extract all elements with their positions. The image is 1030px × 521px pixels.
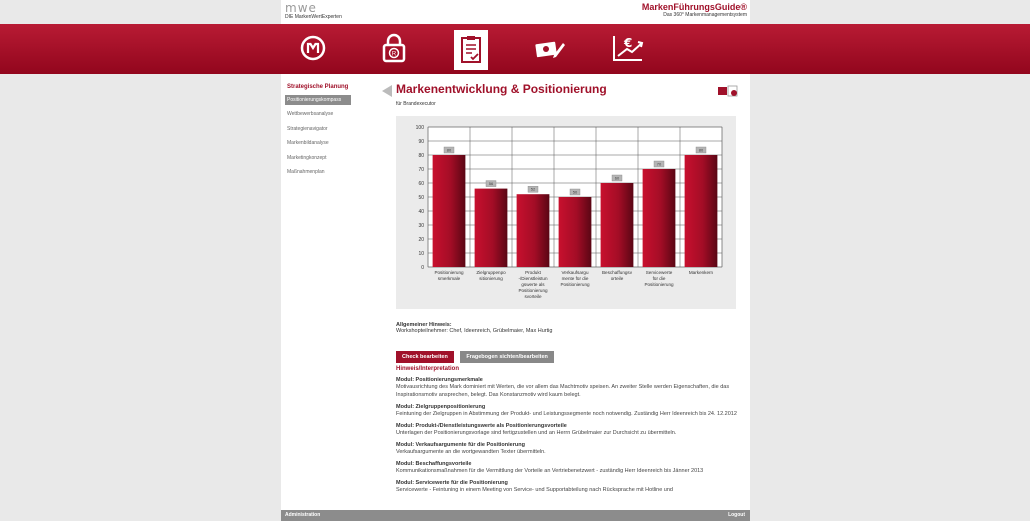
module-title: Modul: Positionierungsmerkmale [396, 377, 483, 383]
y-tick-label: 40 [418, 209, 424, 215]
module-text: Motivausrichtung des Mark dominiert mit Werten, die vor allem das Machtmotiv speisen. An zweiter Stelle werden Eigenschaften, die das Inspirationsmotiv ansprechen, belegt. Das Konstanzmotiv wird kaum belegt. [396, 384, 730, 398]
bar [475, 189, 508, 267]
main-nav [0, 24, 1030, 74]
administration-link[interactable]: Administration [285, 512, 321, 518]
sidebar-item-strategienavigator[interactable]: Strategienavigator [287, 125, 328, 132]
y-tick-label: 100 [415, 125, 424, 131]
x-tick-label: Positionierung [434, 270, 464, 275]
module-title: Modul: Beschaffungsvorteile [396, 461, 472, 467]
module-text: Feintuning der Zielgruppen in Abstimmung der Produkt- und Leistungssegmente noch notwendig. Zuständig Herr Ideenreich bis 24. 12.2012 [396, 411, 737, 417]
page-subtitle: für Brandexecutor [396, 101, 436, 107]
x-tick-label: gswerte als [521, 282, 545, 287]
footer-bar [281, 510, 750, 521]
sidebar-item-positionierungskompass[interactable]: Positionierungskompass [285, 95, 351, 105]
module-entry [396, 423, 741, 437]
module-text: Servicewerte - Feintuning in einem Meeting von Service- und Supportabteilung nach Rücksprache mit Hotline und [396, 487, 673, 493]
y-tick-label: 10 [418, 251, 424, 257]
y-tick-label: 20 [418, 237, 424, 243]
pdf-export-icon[interactable] [718, 84, 740, 102]
questionnaire-edit-button[interactable]: Fragebogen sichten/bearbeiten [460, 351, 554, 363]
hint-title: Allgemeiner Hinweis: [396, 322, 452, 328]
x-tick-label: Verkaufsargu [561, 270, 589, 275]
module-text: Verkaufsargumente an die wortgewandten Texter übermitteln. [396, 449, 546, 455]
x-tick-label: Servicewerte [645, 270, 673, 275]
sidebar [281, 74, 361, 182]
bar [601, 183, 634, 267]
action-buttons [396, 345, 556, 363]
hint-text: Workshopteilnehmer: Chef, Ideenreich, Grübelmaier, Max Hurtig [396, 328, 553, 334]
y-tick-label: 80 [418, 153, 424, 159]
x-tick-label: Positionierung [518, 288, 548, 293]
bar [433, 155, 466, 267]
module-title: Modul: Verkaufsargumente für die Positionierung [396, 442, 525, 448]
svg-text:€: € [624, 36, 633, 50]
bar [643, 169, 676, 267]
logout-link[interactable]: Logout [728, 512, 745, 518]
module-entry [396, 480, 741, 494]
euro-growth-chart-icon[interactable] [611, 31, 645, 65]
bar-data-label: 80 [698, 147, 704, 153]
module-title: Modul: Servicewerte für die Positionierung [396, 480, 508, 486]
svg-text:R: R [391, 51, 397, 58]
header [281, 0, 750, 24]
x-tick-label: Zielgruppenpo [476, 270, 506, 275]
module-text: Kommunikationsmaßnahmen für die Vermittlung der Vorteile an Vertriebenetzwert - zuständig Herr Ideenreich bis Jänner 2013 [396, 468, 704, 474]
module-title: Modul: Zielgruppenpositionierung [396, 404, 486, 410]
x-tick-label: Beschaffungsv [601, 270, 633, 275]
x-tick-label: für die [652, 276, 666, 281]
x-tick-label: Positionierung [644, 282, 674, 287]
sidebar-item-markenbildanalyse[interactable]: Markenbildanalyse [287, 140, 329, 146]
page-title: Markenentwicklung & Positionierung [396, 82, 607, 96]
brand-subtitle: Das 360° Markenmanagementsystem [663, 12, 747, 18]
lock-registered-icon[interactable] [377, 31, 411, 65]
logo-subtitle: DIE MarkenWertExperten [285, 14, 342, 20]
bar [517, 194, 550, 267]
sidebar-heading[interactable]: Strategische Planung [287, 84, 349, 90]
module-entry [396, 442, 741, 456]
module-title: Modul: Produkt-/Dienstleistungswerte als Positionierungsvorteile [396, 423, 567, 429]
y-tick-label: 50 [418, 195, 424, 201]
money-pen-icon[interactable] [533, 31, 567, 65]
bar [685, 155, 718, 267]
module-text: Unterlagen der Positionierungsvorlage sind fertigzustellen und an Herrn Grübelmaier zur Durchsicht zu übermitteln. [396, 430, 677, 436]
x-tick-label: Produkt [525, 270, 541, 275]
y-tick-label: 30 [418, 223, 424, 229]
y-tick-label: 70 [418, 167, 424, 173]
brand-title: MarkenFührungsGuide® [641, 2, 747, 12]
x-tick-label: smerkmale [437, 276, 461, 281]
bar-chart-svg [396, 116, 736, 309]
module-entry [396, 461, 741, 475]
bar-data-label: 80 [446, 147, 452, 153]
checklist-icon[interactable] [454, 30, 488, 70]
logo-text: mwe [285, 1, 317, 15]
bar-data-label: 70 [656, 161, 662, 167]
bar-data-label: 60 [614, 175, 620, 181]
x-tick-label: -/Dienstleistun [518, 276, 548, 281]
y-tick-label: 60 [418, 181, 424, 187]
sidebar-item-wettbewerbsanalyse[interactable]: Wettbewerbsanalyse [287, 111, 334, 117]
main-content [396, 82, 746, 493]
bar-data-label: 50 [572, 189, 578, 195]
page-body [281, 74, 750, 510]
module-entry [396, 404, 741, 418]
y-tick-label: 0 [421, 265, 424, 271]
x-tick-label: Positionierung [560, 282, 590, 287]
x-tick-label: Markenkern [688, 270, 714, 275]
interpretation-heading: Hinweis/Interpretation [396, 366, 460, 372]
x-tick-label: mente für die [561, 276, 589, 281]
sidebar-item-marketingkonzept[interactable]: Marketingkonzept [287, 154, 327, 161]
general-hint [396, 322, 552, 334]
module-entry [396, 377, 741, 399]
logo[interactable] [285, 1, 342, 20]
y-tick-label: 90 [418, 139, 424, 145]
back-arrow-icon[interactable] [382, 85, 392, 97]
brand-m-icon[interactable] [296, 31, 330, 65]
bar-chart [396, 116, 736, 309]
brand-block [642, 2, 747, 18]
bar-data-label: 56 [488, 181, 494, 186]
x-tick-label: sitionierung [479, 276, 503, 281]
check-edit-button[interactable]: Check bearbeiten [396, 351, 454, 363]
interpretation-section [396, 366, 741, 499]
bar-data-label: 52 [530, 186, 536, 192]
bar [559, 197, 592, 267]
x-tick-label: svorteile [524, 294, 542, 299]
sidebar-item-massnahmenplan[interactable]: Maßnahmenplan [287, 169, 325, 175]
x-tick-label: orteile [610, 276, 624, 281]
